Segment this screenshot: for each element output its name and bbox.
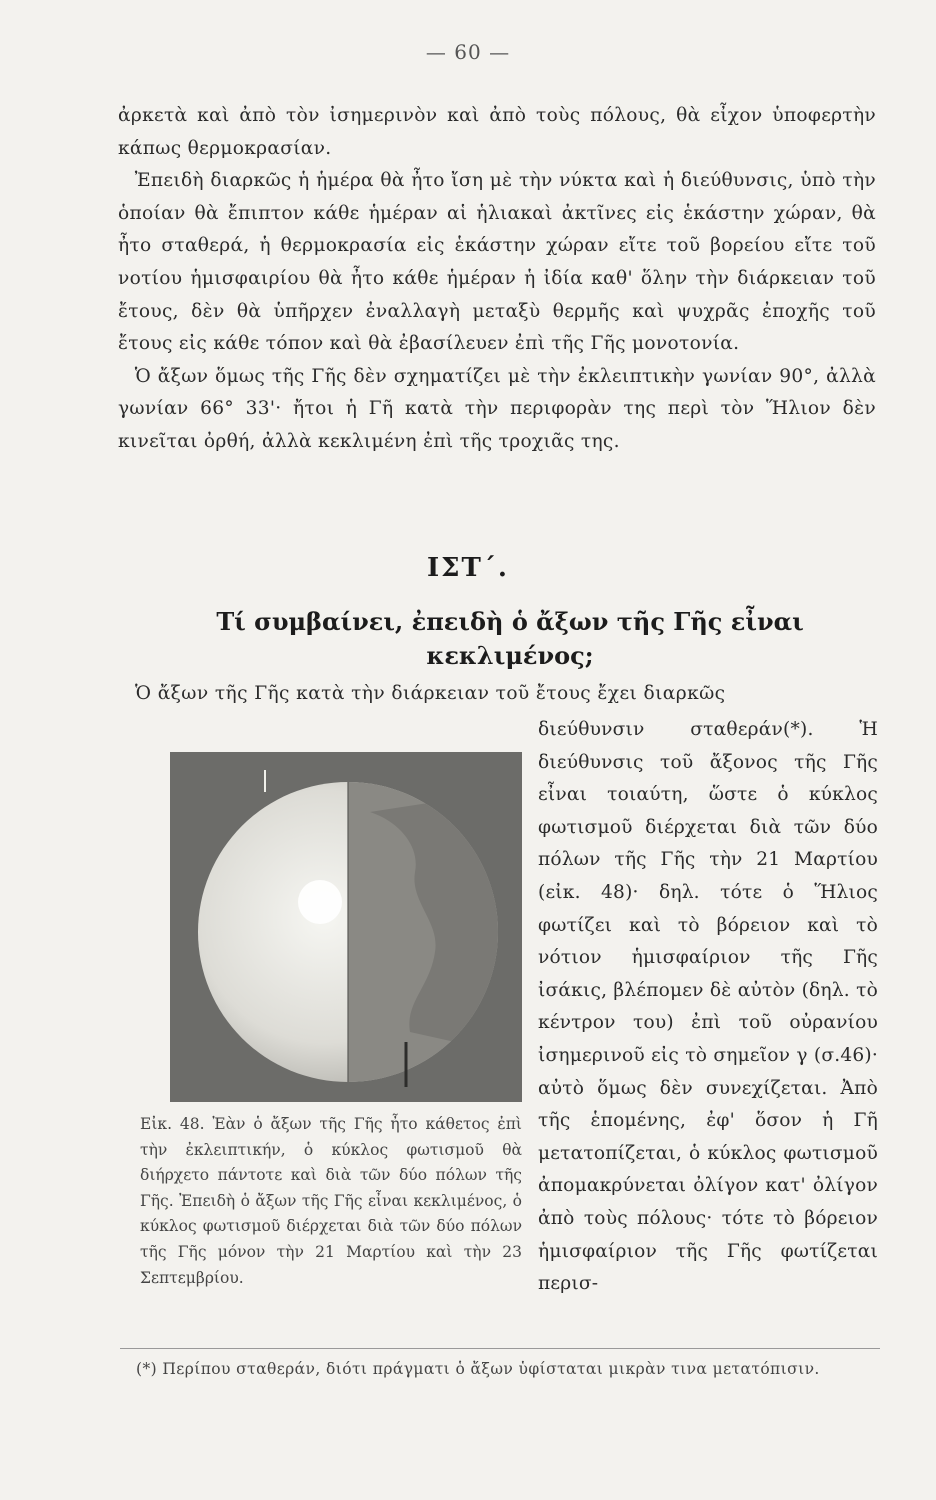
figure-caption: Εἰκ. 48. Ἐὰν ὁ ἄξων τῆς Γῆς ἦτο κάθετος ἐπὶ τὴν ἐκλειπτικήν, ὁ κύκλος φωτισμοῦ θὰ διήρχετο πάντοτε καὶ διὰ τῶν δύο πόλων τῆς Γῆς. Ἐπειδὴ ὁ ἄξων τῆς Γῆς εἶναι κεκλιμένος, ὁ κύκλος φωτισμοῦ διέρχεται διὰ τῶν δύο πόλων τῆς Γῆς μόνον τὴν 21 Μαρτίου καὶ τὴν 23 Σεπτεμβρίου. xyxy=(140,1115,522,1287)
section-title: Τί συμβαίνει, ἐπειδὴ ὁ ἄξων τῆς Γῆς εἶναι κεκλιμένος; xyxy=(216,607,804,670)
footnote-divider xyxy=(120,1348,880,1349)
paragraph-3: Ὁ ἄξων ὅμως τῆς Γῆς δὲν σχηματίζει μὲ τὴν ἐκλειπτικὴν γωνίαν 90°, ἀλλὰ γωνίαν 66° 33'· ἤτοι ἡ Γῆ κατὰ τὴν περιφορὰν της περὶ τὸν Ἥλιον δὲν κινεῖται ὀρθή, ἀλλὰ κεκλιμένη ἐπὶ τῆς τροχιᾶς της. xyxy=(118,365,876,452)
section-number: ΙΣΤ΄. xyxy=(427,553,509,583)
earth-illustration xyxy=(170,752,522,1102)
footnote: (*) Περίπου σταθεράν, διότι πράγματι ὁ ἄξων ὑφίσταται μικρὰν τινα μετατόπισιν. xyxy=(136,1360,820,1378)
figure-earth-illumination xyxy=(170,752,522,1102)
main-text xyxy=(118,100,876,459)
right-column-text xyxy=(538,714,878,1301)
paragraph-1: ἀρκετὰ καὶ ἀπὸ τὸν ἰσημερινὸν καὶ ἀπὸ τοὺς πόλους, θὰ εἶχον ὑποφερτὴν κάπως θερμοκρασίαν. xyxy=(118,105,876,159)
page-number: — 60 — xyxy=(425,40,511,64)
paragraph-4-column: διεύθυνσιν σταθεράν(*). Ἡ διεύθυνσις τοῦ ἄξονος τῆς Γῆς εἶναι τοιαύτη, ὥστε ὁ κύκλος φωτισμοῦ διέρχεται διὰ τῶν δύο πόλων τῆς Γῆς τὴν 21 Μαρτίου (εἰκ. 48)· δηλ. τότε ὁ Ἥλιος φωτίζει καὶ τὸ βόρειον καὶ τὸ νότιον ἡμισφαίριον τῆς Γῆς ἰσάκις, βλέπομεν δὲ αὐτὸν (δηλ. τὸ κέντρον του) ἐπὶ τοῦ οὐρανίου ἰσημερινοῦ εἰς τὸ σημεῖον γ (σ.46)· αὐτὸ ὅμως δὲν συνεχίζεται. Ἀπὸ τῆς ἑπομένης, ἐφ' ὅσον ἡ Γῆ μετατοπίζεται, ὁ κύκλος φωτισμοῦ ἀπομακρύνεται ὀλίγον κατ' ὀλίγον ἀπὸ τοὺς πόλους· τότε τὸ βόρειον ἡμισφαίριον τῆς Γῆς φωτίζεται περισ- xyxy=(538,719,878,1295)
sun-highlight xyxy=(298,880,342,924)
paragraph-4-lead: Ὁ ἄξων τῆς Γῆς κατὰ τὴν διάρκειαν τοῦ ἔτους ἔχει διαρκῶς xyxy=(135,683,726,704)
paragraph-2: Ἐπειδὴ διαρκῶς ἡ ἡμέρα θὰ ἦτο ἴση μὲ τὴν νύκτα καὶ ἡ διεύθυνσις, ὑπὸ τὴν ὁποίαν θὰ ἔπιπτον κάθε ἡμέραν αἱ ἡλιακαὶ ἀκτῖνες εἰς ἑκάστην χώραν, θὰ ἦτο σταθερά, ἡ θερμοκρασία εἰς ἑκάστην χώραν εἴτε τοῦ βορείου εἴτε τοῦ νοτίου ἡμισφαιρίου θὰ ἦτο κάθε ἡμέραν ἡ ἰδία καθ' ὅλην τὴν διάρκειαν τοῦ ἔτους, δὲν θὰ ὑπῆρχεν ἐναλλαγὴ μεταξὺ θερμῆς καὶ ψυχρᾶς ἐποχῆς τοῦ ἔτους εἰς κάθε τόπον καὶ θὰ ἐβασίλευεν ἐπὶ τῆς Γῆς μονοτονία. xyxy=(118,170,876,355)
